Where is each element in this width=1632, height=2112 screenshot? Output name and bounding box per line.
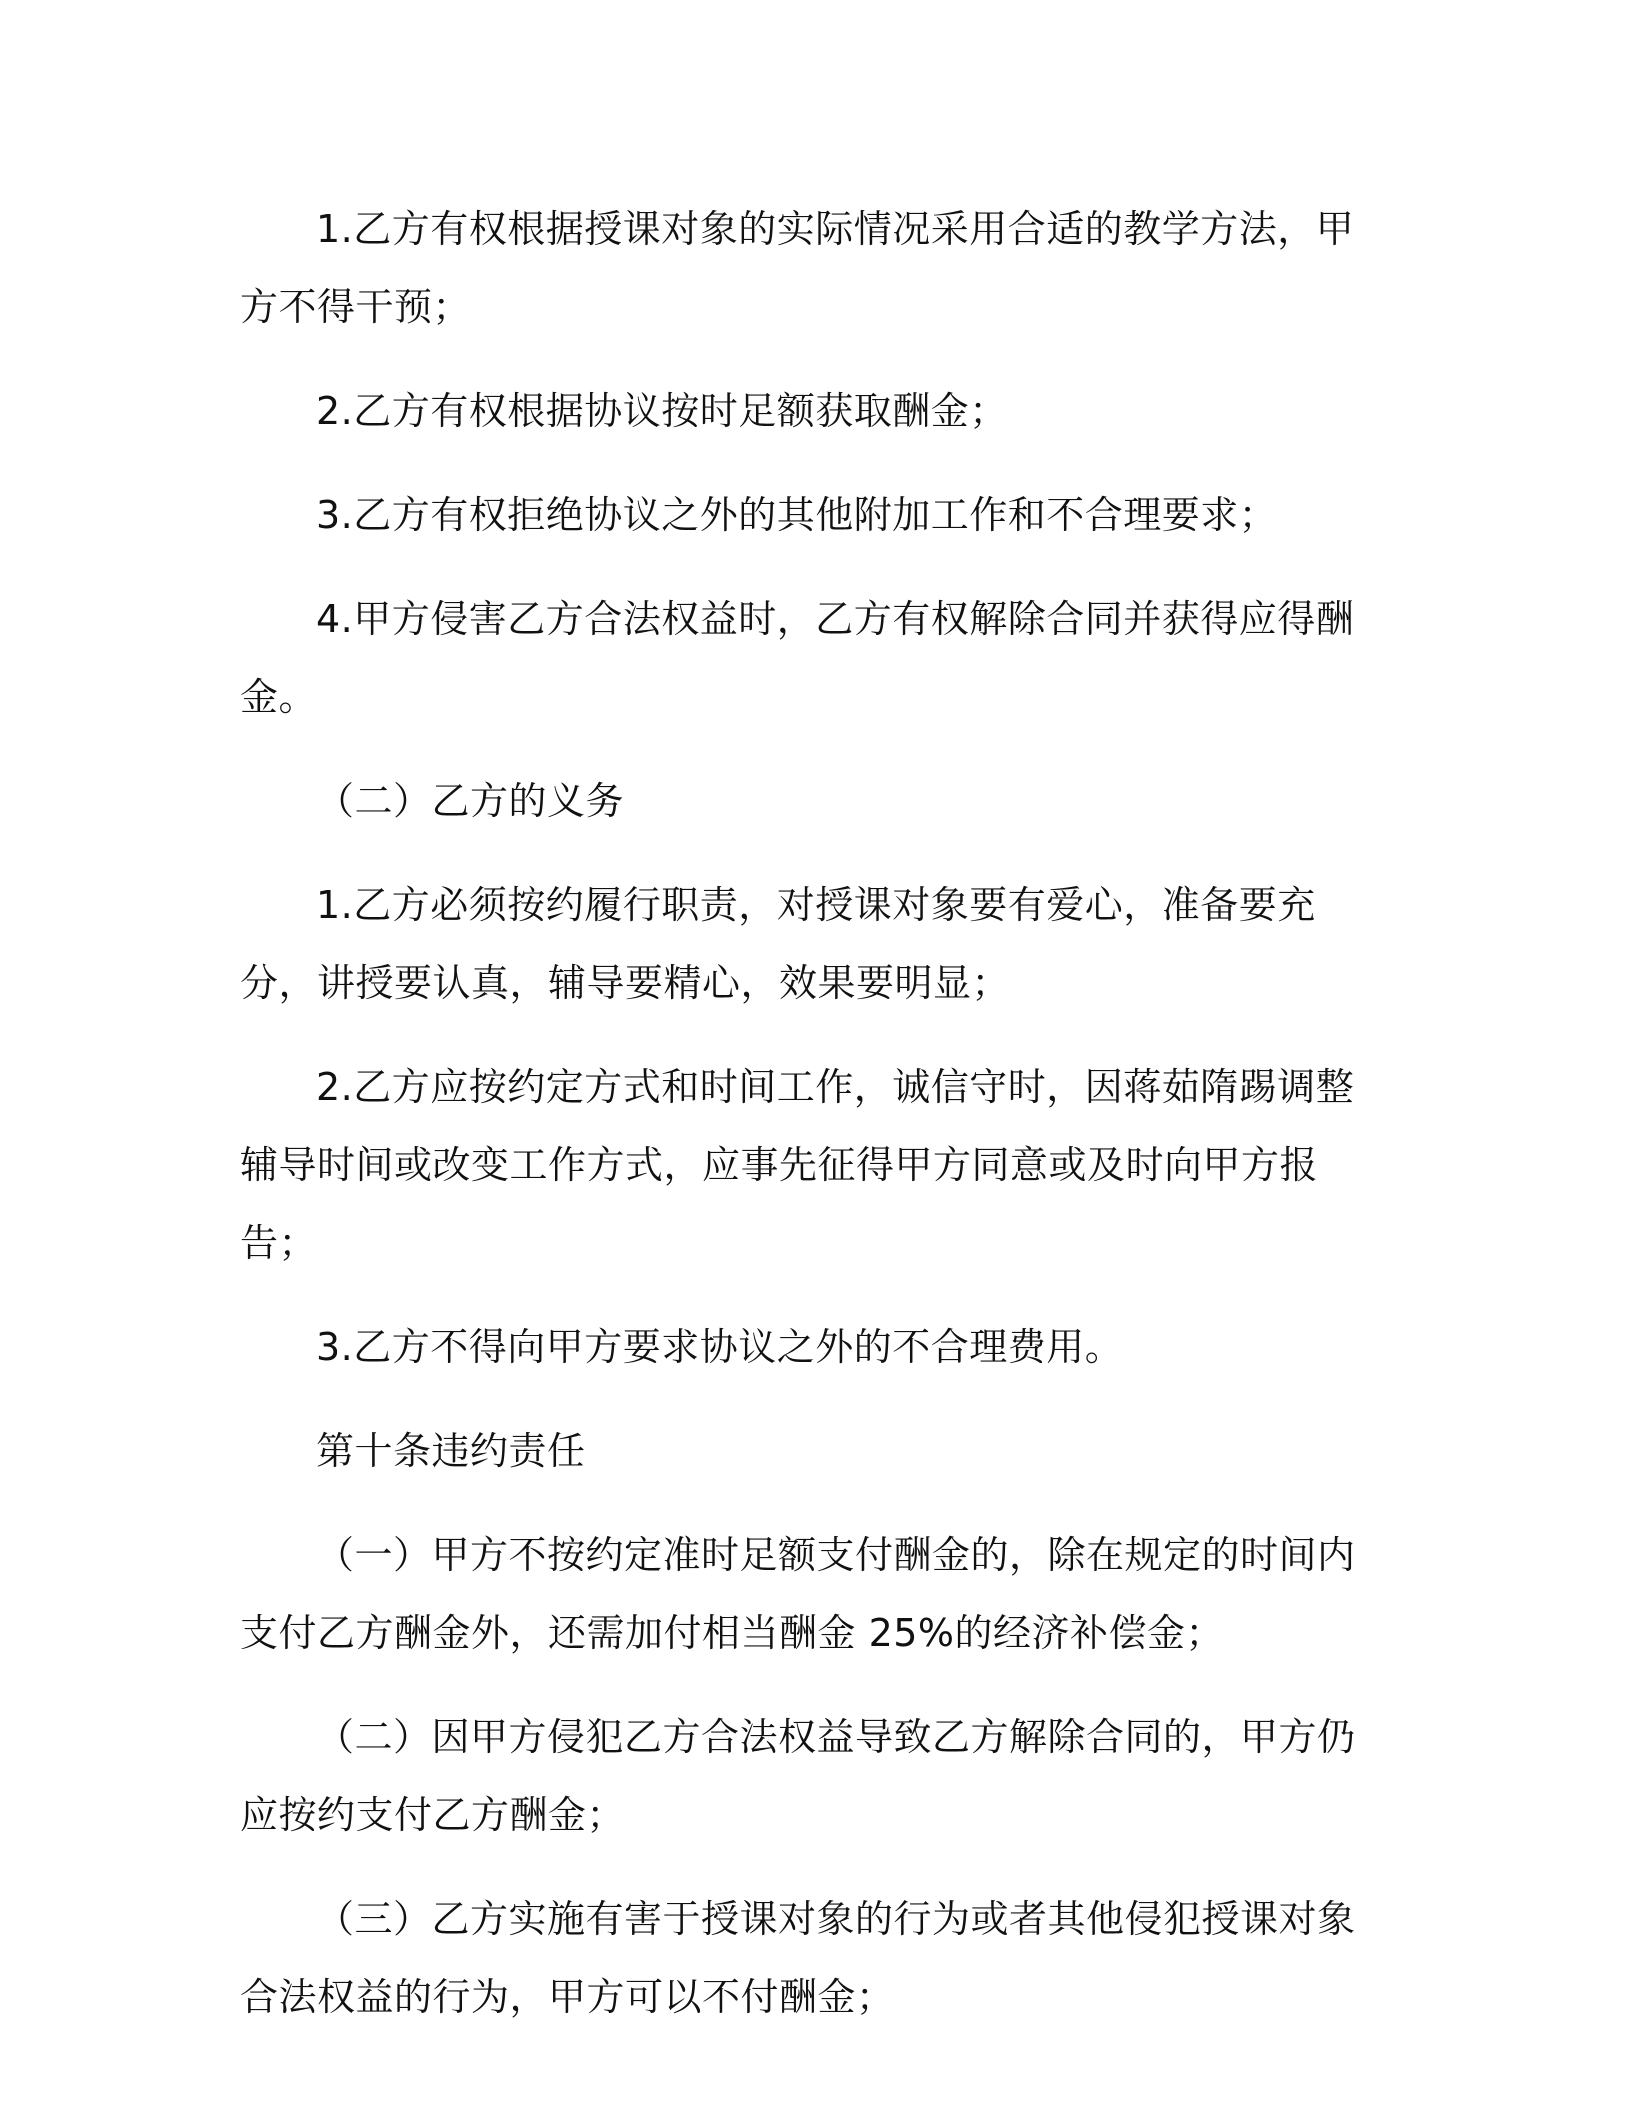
paragraph-obligation-3: 3.乙方不得向甲方要求协议之外的不合理费用。 (316, 1325, 1124, 1369)
paragraph-right-4: 4.甲方侵害乙方合法权益时，乙方有权解除合同并获得应得酬金。 (240, 597, 1355, 719)
paragraph-obligation-1: 1.乙方必须按约履行职责，对授课对象要有爱心，准备要充分，讲授要认真，辅导要精心，效果要明显； (240, 883, 1316, 1005)
paragraph-right-1: 1.乙方有权根据授课对象的实际情况采用合适的教学方法，甲方不得干预； (240, 207, 1355, 329)
article-heading-liability: 第十条违约责任 (316, 1429, 586, 1473)
document-body (240, 190, 1360, 2062)
paragraph-liability-2: （二）因甲方侵犯乙方合法权益导致乙方解除合同的，甲方仍应按约支付乙方酬金； (240, 1715, 1356, 1837)
paragraph-right-2: 2.乙方有权根据协议按时足额获取酬金； (316, 389, 1008, 433)
paragraph-liability-1: （一）甲方不按约定准时足额支付酬金的，除在规定的时间内支付乙方酬金外，还需加付相当酬金 25%的经济补偿金； (240, 1533, 1356, 1655)
section-heading-obligations: （二）乙方的义务 (316, 779, 625, 823)
paragraph-right-3: 3.乙方有权拒绝协议之外的其他附加工作和不合理要求； (316, 493, 1278, 537)
paragraph-obligation-2: 2.乙方应按约定方式和时间工作，诚信守时，因蒋茹隋踢调整辅导时间或改变工作方式，应事先征得甲方同意或及时向甲方报告； (240, 1065, 1355, 1265)
paragraph-liability-3: （三）乙方实施有害于授课对象的行为或者其他侵犯授课对象合法权益的行为，甲方可以不付酬金； (240, 1897, 1356, 2019)
